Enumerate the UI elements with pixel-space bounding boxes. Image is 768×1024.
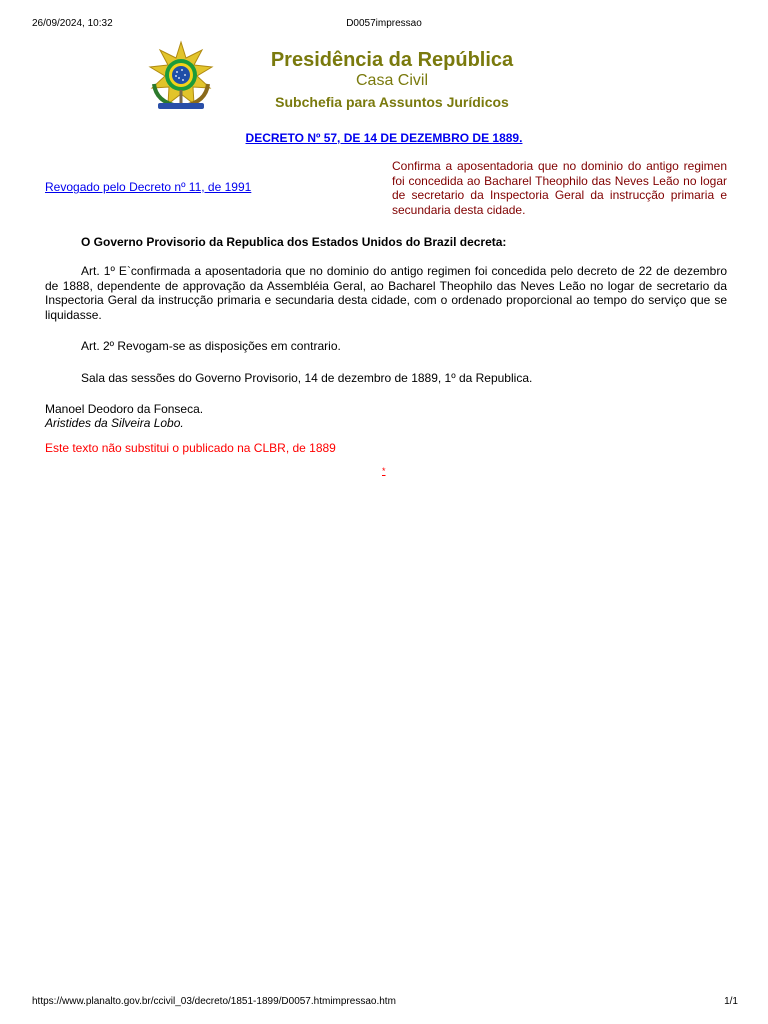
article-1: Art. 1º E`confirmada a aposentadoria que no dominio do antigo regimen foi concedida pelo decreto de 22 de dezembro de 1888, dependente de approvação da Assembléia Geral, ao Bacharel Theophilo das Neves Leão no logar de secretario da Inspectoria Geral da instrucção primaria e secundaria desta cidade, com o ordenado proporcional ao tempo do serviço que se liquidasse. — [45, 264, 727, 322]
header-subtitle-subchefia: Subchefia para Assuntos Jurídicos — [275, 94, 509, 110]
print-url: https://www.planalto.gov.br/ccivil_03/decreto/1851-1899/D0057.htmimpressao.htm — [32, 996, 396, 1007]
session-date-line: Sala das sessões do Governo Provisorio, 14 de dezembro de 1889, 1º da Republica. — [81, 371, 533, 385]
header-title: Presidência da República — [270, 49, 514, 71]
print-page-number: 1/1 — [724, 996, 738, 1007]
decree-title-container — [0, 131, 768, 145]
footnote-asterisk-link[interactable]: * — [382, 466, 386, 476]
decree-intro: O Governo Provisorio da Republica dos Estados Unidos do Brazil decreta: — [81, 235, 507, 249]
signature-deodoro: Manoel Deodoro da Fonseca. — [45, 402, 204, 416]
revoked-by-link[interactable]: Revogado pelo Decreto nº 11, de 1991 — [45, 180, 252, 194]
decree-ementa: Confirma a aposentadoria que no dominio do antigo regimen foi concedida ao Bacharel Theophilo das Neves Leão no logar de secretario da Inspectoria Geral da instrucção primaria e secundaria desta cidade. — [392, 159, 727, 217]
article-2: Art. 2º Revogam-se as disposições em contrario. — [81, 339, 341, 353]
header-subtitle-casa-civil: Casa Civil — [355, 72, 428, 89]
print-date: 26/09/2024, 10:32 — [32, 18, 113, 29]
clbr-notice: Este texto não substitui o publicado na CLBR, de 1889 — [45, 441, 336, 455]
decree-title-link[interactable]: DECRETO Nº 57, DE 14 DE DEZEMBRO DE 1889. — [245, 131, 523, 145]
signature-lobo: Aristides da Silveira Lobo. — [45, 416, 184, 430]
print-document-title: D0057impressao — [346, 18, 422, 29]
